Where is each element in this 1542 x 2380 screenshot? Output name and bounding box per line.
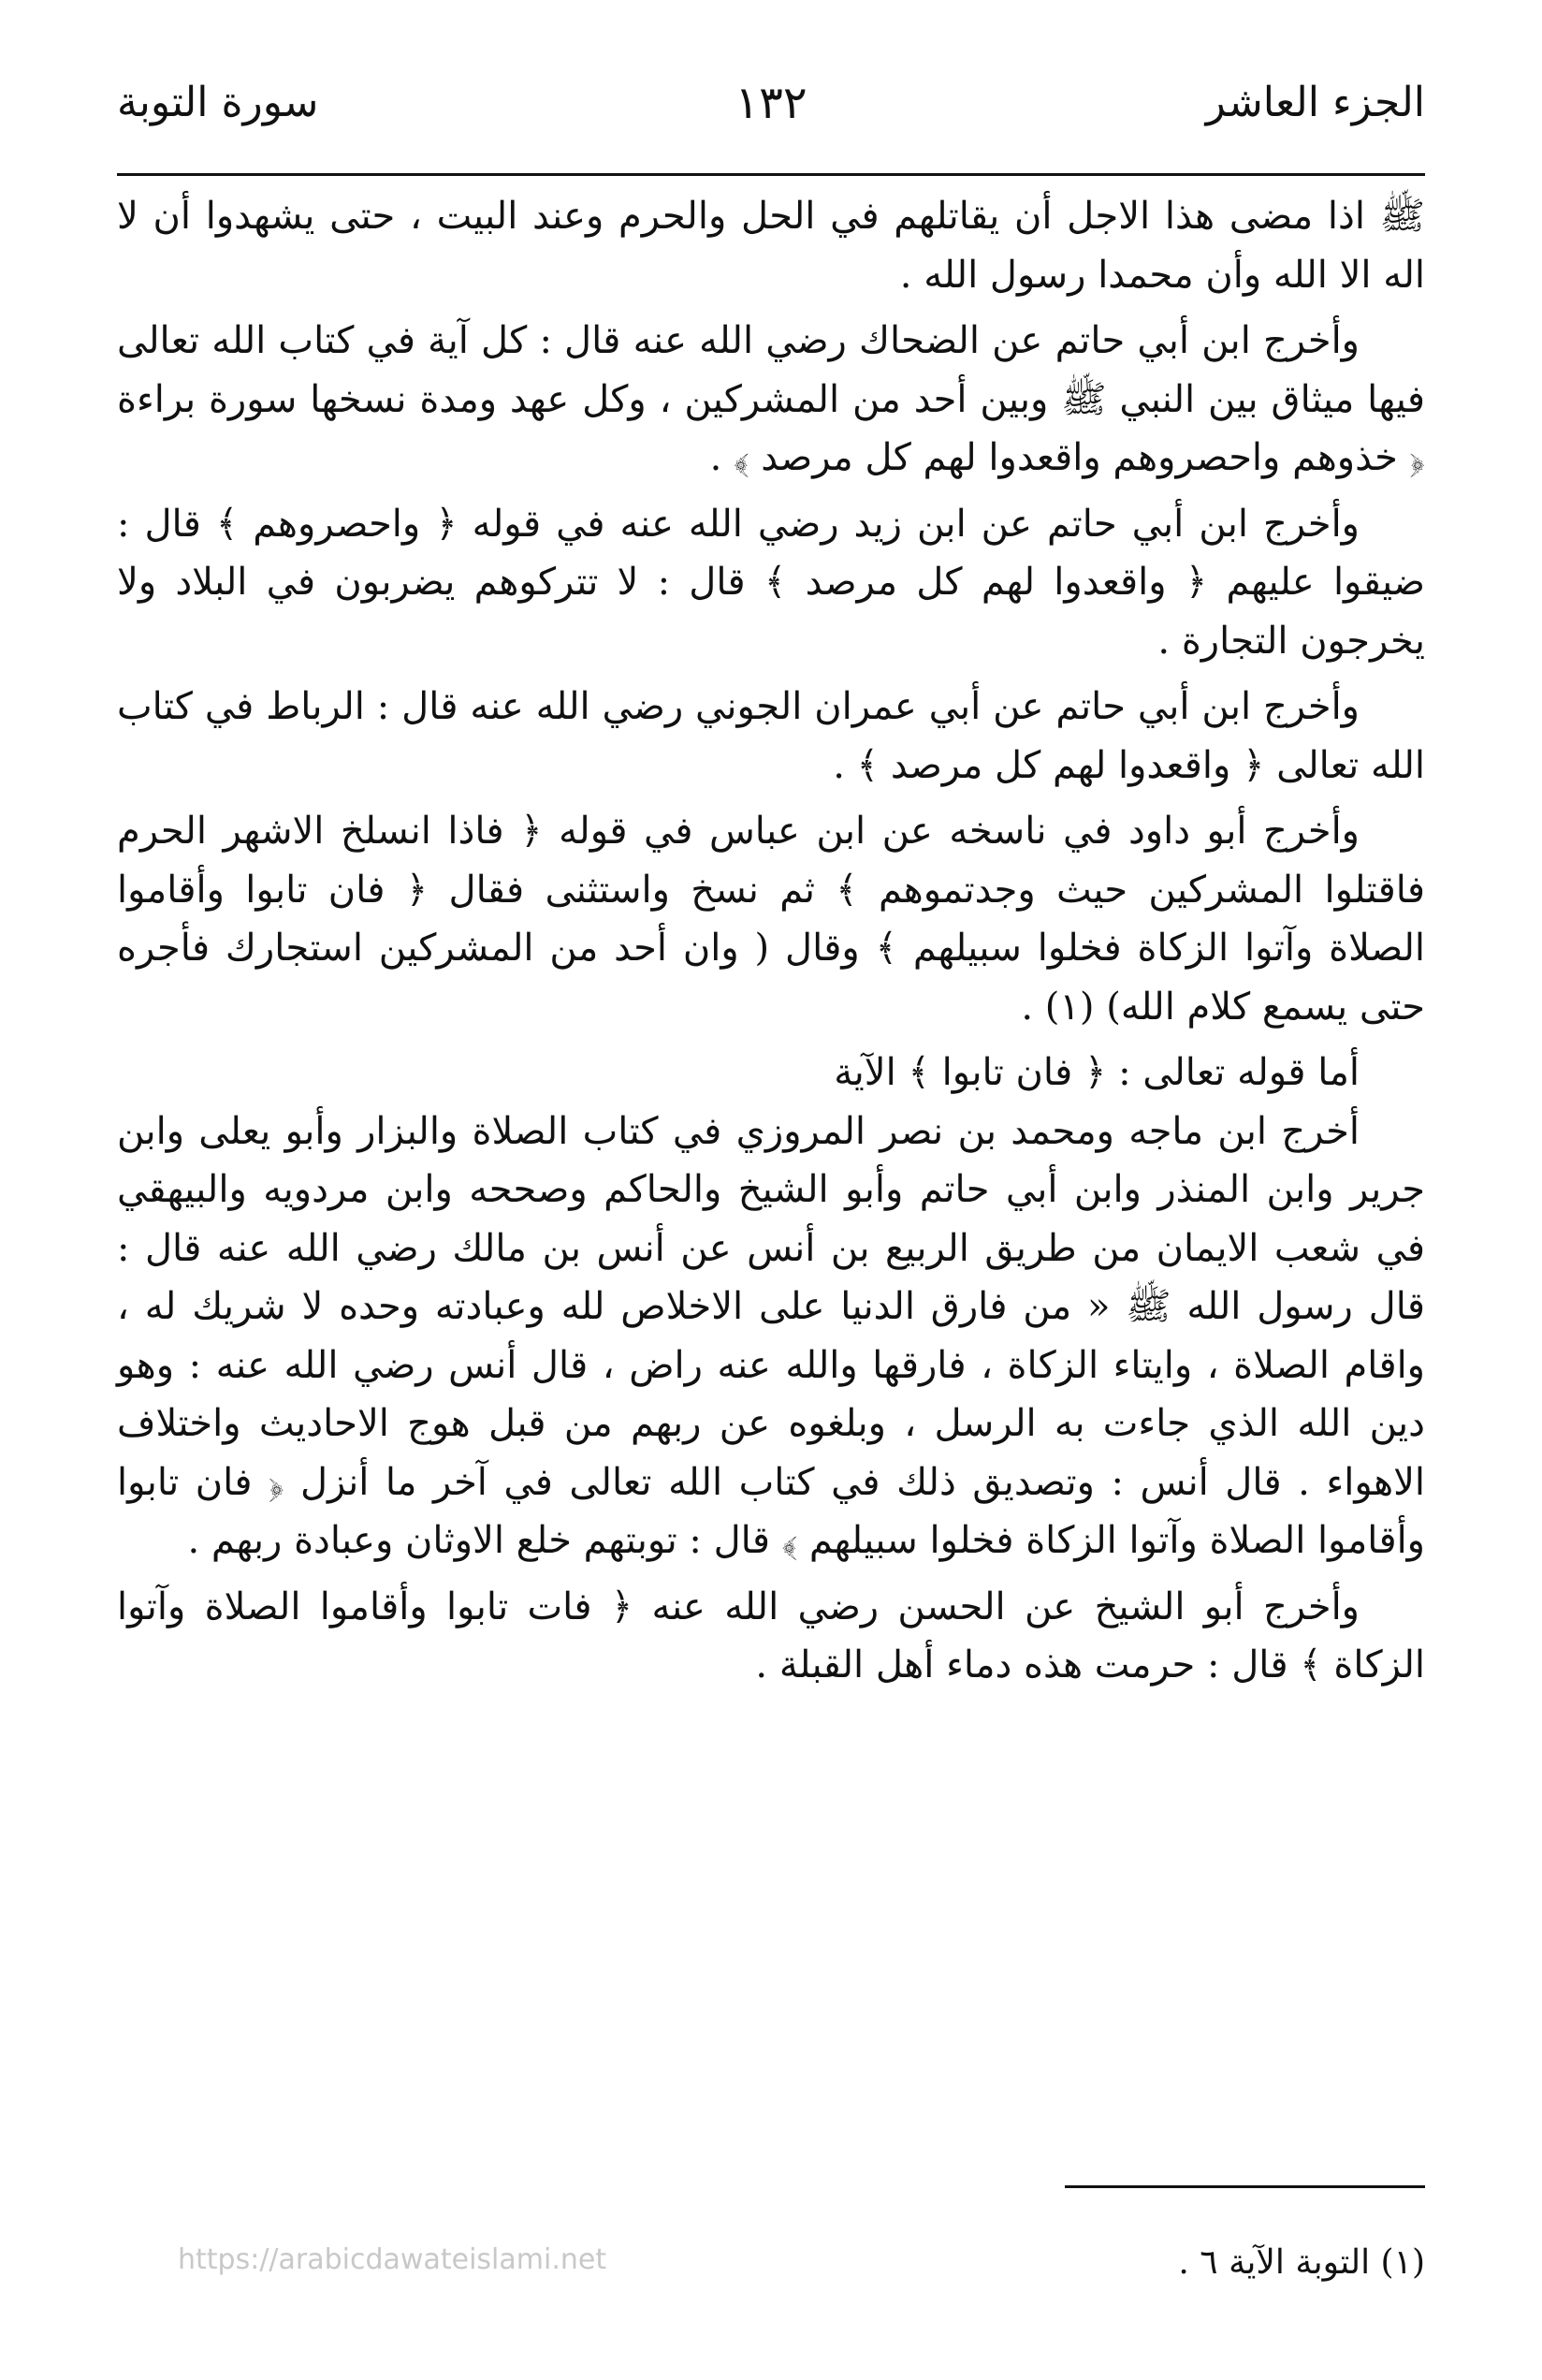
header-divider bbox=[117, 173, 1425, 176]
surah-title: سورة التوبة bbox=[117, 79, 319, 126]
main-text bbox=[117, 187, 1425, 1695]
paragraph-5: وأخرج أبو داود في ناسخه عن ابن عباس في قوله ﴿ فاذا انسلخ الاشهر الحرم فاقتلوا المشركين حيث وجدتموهم ﴾ ثم نسخ واستثنى فقال ﴿ فان تابوا وأقاموا الصلاة وآتوا الزكاة فخلوا سبيلهم ﴾ وقال ( وان أحد من المشركين استجارك فأجره حتى يسمع كلام الله) (١) . bbox=[117, 810, 1425, 1029]
paragraph-8: وأخرج أبو الشيخ عن الحسن رضي الله عنه ﴿ فات تابوا وأقاموا الصلاة وآتوا الزكاة ﴾ قال : حرمت هذه دماء أهل القبلة . bbox=[117, 1584, 1425, 1686]
paragraph-7: أخرج ابن ماجه ومحمد بن نصر المروزي في كتاب الصلاة والبزار وأبو يعلى وابن جرير وابن المنذر وابن أبي حاتم وأبو الشيخ والحاكم وصححه وابن مردويه والبيهقي في شعب الايمان من طريق الربيع بن أنس عن أنس بن مالك رضي الله عنه قال : قال رسول الله ﷺ « من فارق الدنيا على الاخلاص لله وعبادته وحده لا شريك له ، واقام الصلاة ، وايتاء الزكاة ، فارقها والله عنه راض ، قال أنس رضي الله عنه : وهو دين الله الذي جاءت به الرسل ، وبلغوه عن ربهم من قبل هوج الاحاديث واختلاف الاهواء . قال أنس : وتصديق ذلك في كتاب الله تعالى في آخر ما أنزل ﴿ فان تابوا وأقاموا الصلاة وآتوا الزكاة فخلوا سبيلهم ﴾ قال : توبتهم خلع الاوثان وعبادة ربهم . bbox=[117, 1109, 1425, 1562]
page-number: ١٣٢ bbox=[735, 77, 807, 129]
paragraph-1: ﷺ اذا مضى هذا الاجل أن يقاتلهم في الحل والحرم وعند البيت ، حتى يشهدوا أن لا اله الا الله وأن محمدا رسول الله . bbox=[117, 195, 1425, 297]
page-header bbox=[117, 66, 1425, 140]
footnote: (١) التوبة الآية ٦ . bbox=[1178, 2243, 1425, 2282]
footnote-divider bbox=[1065, 2185, 1425, 2188]
paragraph-3: وأخرج ابن أبي حاتم عن ابن زيد رضي الله عنه في قوله ﴿ واحصروهم ﴾ قال : ضيقوا عليهم ﴿ واقعدوا لهم كل مرصد ﴾ قال : لا تتركوهم يضربون في البلاد ولا يخرجون التجارة . bbox=[117, 502, 1425, 663]
watermark-url: https://arabicdawateislami.net bbox=[178, 2243, 607, 2276]
part-title: الجزء العاشر bbox=[1205, 79, 1425, 126]
paragraph-6: أما قوله تعالى : ﴿ فان تابوا ﴾ الآية bbox=[834, 1051, 1360, 1094]
paragraph-4: وأخرج ابن أبي حاتم عن أبي عمران الجوني رضي الله عنه قال : الرباط في كتاب الله تعالى ﴿ واقعدوا لهم كل مرصد ﴾ . bbox=[117, 685, 1425, 787]
paragraph-2: وأخرج ابن أبي حاتم عن الضحاك رضي الله عنه قال : كل آية في كتاب الله تعالى فيها ميثاق بين النبي ﷺ وبين أحد من المشركين ، وكل عهد ومدة نسخها سورة براءة ﴿ خذوهم واحصروهم واقعدوا لهم كل مرصد ﴾ . bbox=[117, 319, 1425, 479]
